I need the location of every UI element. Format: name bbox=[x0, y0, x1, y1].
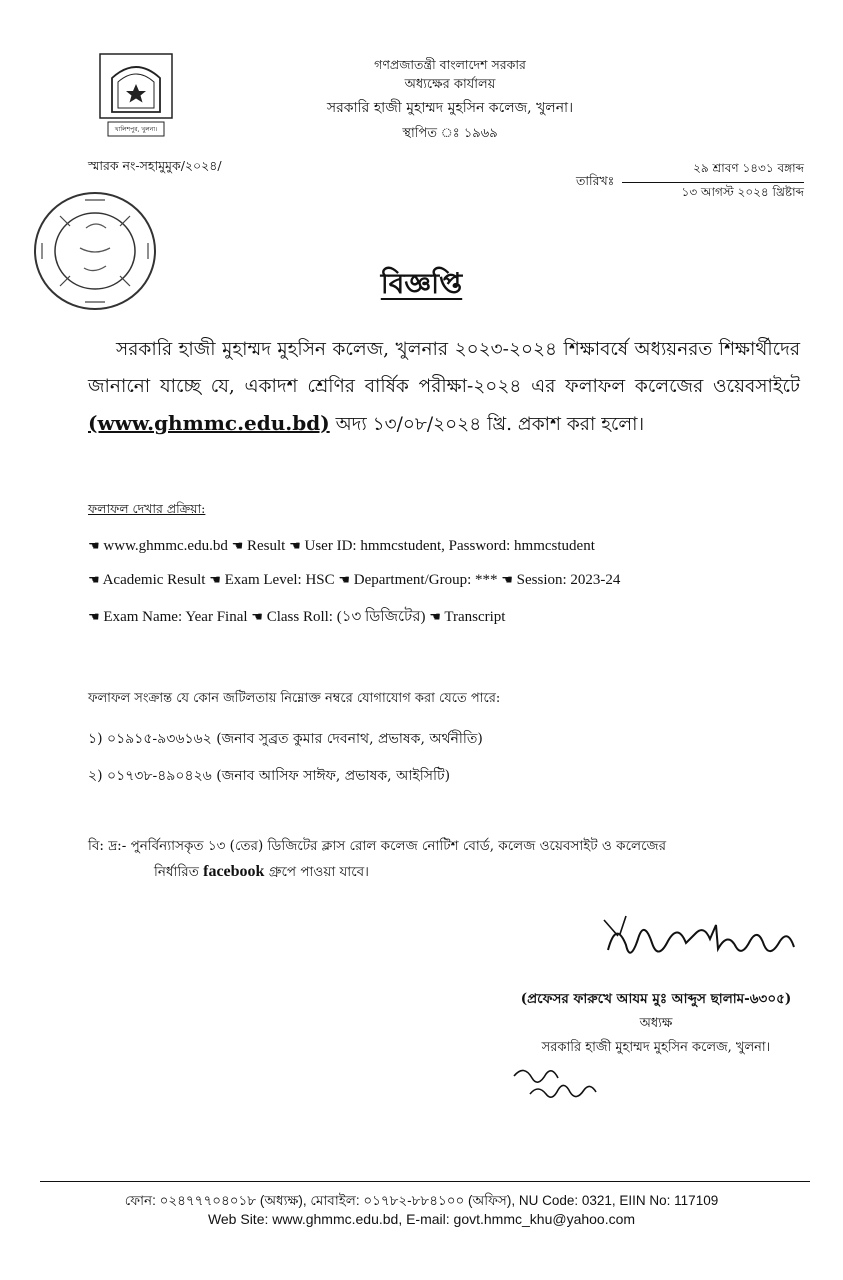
date-label: তারিখঃ bbox=[576, 173, 615, 188]
website-link[interactable]: (www.ghmmc.edu.bd) bbox=[88, 411, 330, 435]
procedure-heading: ফলাফল দেখার প্রক্রিয়া: bbox=[88, 501, 206, 516]
principal-designation: অধ্যক্ষ bbox=[639, 1016, 673, 1031]
facebook-text: facebook bbox=[203, 863, 265, 880]
step-item: Academic Result bbox=[102, 572, 206, 588]
pointing-hand-icon: ☚ bbox=[429, 610, 441, 625]
notice-body bbox=[88, 331, 800, 443]
step-item: Exam Level: HSC bbox=[224, 572, 335, 588]
principal-name: (প্রফেসর ফারুখে আযম মুঃ আব্দুস ছালাম-৬৩০৫) bbox=[520, 991, 792, 1007]
college-logo bbox=[98, 52, 174, 138]
contact-item-1: ১) ০১৯১৫-৯৩৬১৬২ (জনাব সুব্রত কুমার দেবনাথ, প্রভাষক, অর্থনীতি) bbox=[88, 731, 483, 747]
note-text-2-before: নির্ধারিত bbox=[154, 864, 204, 880]
step-item: Result bbox=[247, 538, 286, 554]
logo-caption: খালিশপুর, খুলনা। bbox=[114, 126, 158, 133]
principal-signature bbox=[598, 910, 828, 980]
footer-web: Web Site: www.ghmmc.edu.bd, E-mail: govt.hmmc_khu@yahoo.com bbox=[207, 1211, 636, 1227]
established-line: স্থাপিত ঃ ১৯৬৯ bbox=[402, 126, 498, 141]
footer-divider bbox=[40, 1181, 810, 1182]
pointing-hand-icon: ☚ bbox=[338, 573, 351, 588]
pointing-hand-icon: ☚ bbox=[88, 610, 100, 625]
memo-number: স্মারক নং-সহামুমুক/২০২৪/ bbox=[88, 158, 222, 173]
contact-item-2: ২) ০১৭৩৮-৪৯০৪২৬ (জনাব আসিফ সাঈফ, প্রভাষক, আইসিটি) bbox=[88, 768, 451, 784]
note-line-2 bbox=[88, 859, 808, 885]
step-item: Exam Name: Year Final bbox=[103, 609, 248, 625]
office-line: অধ্যক্ষের কার্যালয় bbox=[404, 77, 496, 92]
note-text-1: পুনর্বিন্যাসকৃত ১৩ (তের) ডিজিটের ক্লাস রোল কলেজ নোটিশ বোর্ড, কলেজ ওয়েবসাইট ও কলেজের bbox=[126, 838, 667, 854]
college-name: সরকারি হাজী মুহাম্মদ মুহসিন কলেজ, খুলনা। bbox=[326, 100, 574, 116]
footer-contact: ফোন: ০২৪৭৭৭০৪০১৮ (অধ্যক্ষ), মোবাইল: ০১৭৮২-৮৮৪১০০ (অফিস), NU Code: 0321, EIIN No: 117109 bbox=[124, 1193, 719, 1208]
pointing-hand-icon: ☚ bbox=[209, 573, 221, 588]
pointing-hand-icon: ☚ bbox=[251, 610, 263, 625]
note bbox=[88, 834, 808, 885]
date-bangla: ২৯ শ্রাবণ ১৪৩১ বঙ্গাব্দ bbox=[622, 160, 804, 183]
pointing-hand-icon: ☚ bbox=[231, 539, 244, 554]
pointing-hand-icon: ☚ bbox=[289, 539, 301, 554]
note-prefix: বি: দ্র:- bbox=[88, 838, 127, 854]
procedure-line-2 bbox=[88, 572, 620, 589]
step-item: Session: 2023-24 bbox=[516, 572, 621, 588]
step-item: User ID: hmmcstudent, Password: hmmcstudent bbox=[304, 538, 595, 554]
step-item: www.ghmmc.edu.bd bbox=[103, 538, 228, 554]
notice-text-after: অদ্য ১৩/০৮/২০২৪ খ্রি. প্রকাশ করা হলো। bbox=[329, 414, 645, 435]
step-item: Class Roll: (১৩ ডিজিটের) bbox=[266, 609, 426, 625]
pointing-hand-icon: ☚ bbox=[88, 573, 100, 588]
notice-title-text: বিজ্ঞপ্তি bbox=[380, 267, 463, 300]
procedure-line-1 bbox=[88, 538, 595, 555]
contact-heading: ফলাফল সংক্রান্ত যে কোন জটিলতায় নিম্নোক্ত নম্বরে যোগাযোগ করা যেতে পারে: bbox=[88, 691, 501, 706]
pointing-hand-icon: ☚ bbox=[501, 573, 513, 588]
notice-title bbox=[0, 262, 843, 309]
notice-text-before: সরকারি হাজী মুহাম্মদ মুহসিন কলেজ, খুলনার ২০২৩-২০২৪ শিক্ষাবর্ষে অধ্যয়নরত শিক্ষার্থীদের জানানো যাচ্ছে যে, একাদশ শ্রেণির বার্ষিক পরীক্ষা-২০২৪ এর ফলাফল কলেজের ওয়েবসাইটে bbox=[88, 339, 800, 397]
step-item: Transcript bbox=[444, 609, 506, 625]
step-item: Department/Group: *** bbox=[353, 572, 498, 588]
pointing-hand-icon: ☚ bbox=[88, 539, 100, 554]
signature-institution: সরকারি হাজী মুহাম্মদ মুহসিন কলেজ, খুলনা। bbox=[541, 1040, 771, 1055]
government-line: গণপ্রজাতন্ত্রী বাংলাদেশ সরকার bbox=[374, 57, 526, 72]
date-english: ১৩ আগস্ট ২০২৪ খ্রিষ্টাব্দ bbox=[681, 185, 804, 199]
procedure-line-3 bbox=[88, 605, 505, 630]
initial-signature bbox=[510, 1058, 620, 1102]
note-text-2-after: গ্রুপে পাওয়া যাবে। bbox=[264, 864, 369, 880]
